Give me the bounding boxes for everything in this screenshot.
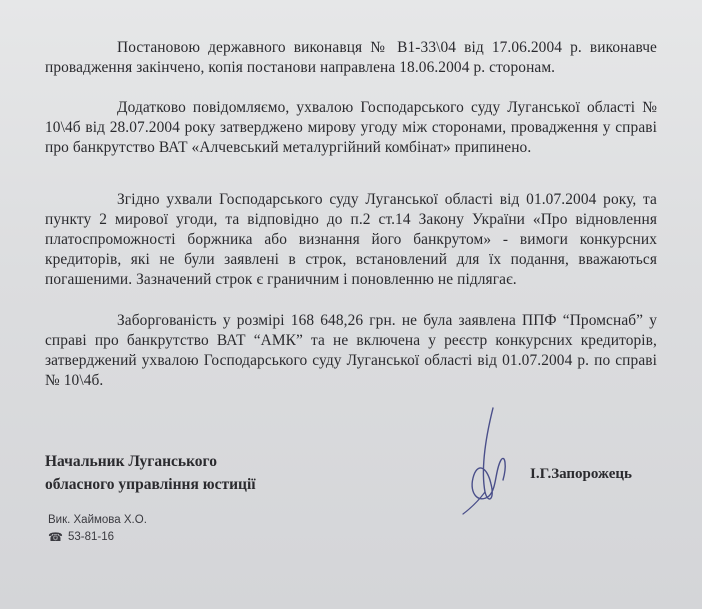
performer-phone: 53-81-16 [67, 531, 114, 543]
signatory-title [45, 450, 256, 496]
performer-name: Вик. Хаймова Х.О. [48, 514, 147, 526]
handwritten-signature [455, 400, 525, 520]
paragraph-settlement-agreement: Додатково повідомляємо, ухвалою Господарського суду Луганської області № 10\4б від 28.07.2004 року затверджено мирову угоду між сторонами, провадження у справі про банкрутство ВАТ «Алчевський металургійний комбінат» припинено. [45, 99, 657, 156]
telephone-icon: ☎ [48, 530, 63, 544]
performer-phone-row [48, 529, 147, 546]
paragraph-creditor-claims: Згідно ухвали Господарського суду Луганської області від 01.07.2004 року, та пункту 2 мирової угоди, та відповідно до п.2 ст.14 Закону України «Про відновлення платоспроможності боржника або визнання його банкрутом» - вимоги конкурсних кредиторів, які не були заявлені в строк, встановлений для їх подання, вважаються погашеними. Зазначений строк є граничним і поновленню не підлягає. [45, 191, 657, 288]
signatory-title-line1: Начальник Луганського [45, 453, 217, 470]
paragraph-debt-amount: Заборгованість у розмірі 168 648,26 грн. не була заявлена ППФ “Промснаб” у справі про банкрутство ВАТ “АМК” та не включена у реєстр конкурсних кредиторів, затверджений ухвалою Господарського суду Луганської області від 01.07.2004 р. по справі № 10\4б. [45, 312, 657, 389]
signatory-title-line2: обласного управління юстиції [45, 476, 256, 493]
performer-block [48, 512, 147, 546]
signatory-name: І.Г.Запорожець [530, 466, 632, 482]
paragraph-enforcement-closed: Постановою державного виконавця № В1-33\04 від 17.06.2004 р. виконавче провадження закінчено, копія постанови направлена 18.06.2004 р. сторонам. [45, 39, 657, 76]
